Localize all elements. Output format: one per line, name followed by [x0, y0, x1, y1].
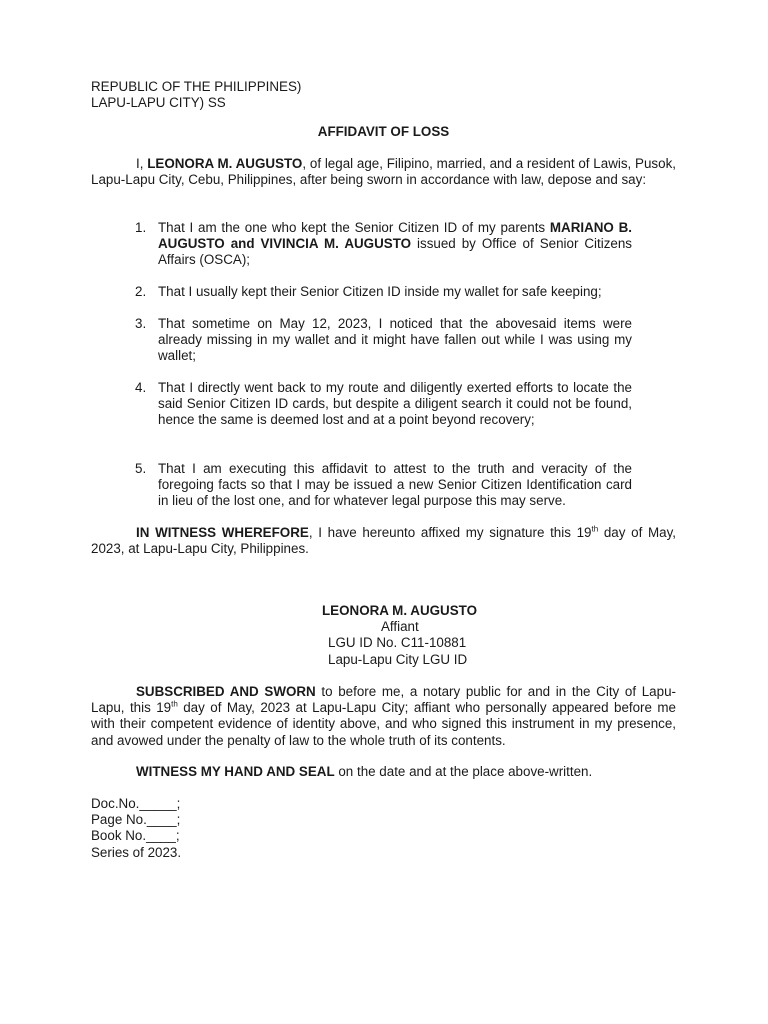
affiant-name: LEONORA M. AUGUSTO	[147, 156, 303, 171]
venue	[91, 79, 676, 111]
list-item: 2. That I usually kept their Senior Citizen ID inside my wallet for safe keeping;	[135, 284, 602, 299]
seal-paragraph: WITNESS MY HAND AND SEAL on the date and at the place above-written.	[136, 764, 593, 779]
jurat-paragraph: SUBSCRIBED AND SWORN to before me, a notary public for and in the City of Lapu-Lapu, this 19th day of May, 2023 at Lapu-Lapu City; affiant who personally appeared before me with their competent evidence of identity above, and who signed this instrument in my presence, and avowed under the penalty of law to the whole truth of its contents.	[91, 684, 677, 748]
venue-line-2: LAPU-LAPU CITY) SS	[91, 95, 226, 111]
document-title: AFFIDAVIT OF LOSS	[317, 124, 450, 139]
signatory-name: LEONORA M. AUGUSTO	[322, 603, 477, 618]
series-year: Series of 2023.	[91, 844, 182, 860]
list-item: 4. That I directly went back to my route and diligently exerted efforts to locate the said Senior Citizen ID cards, but despite a diligent search it could not be found, hence the same is deemed lost and at a point beyond recovery;	[135, 380, 632, 428]
notarial-register	[91, 796, 676, 861]
parents-names: MARIANO B. AUGUSTO and VIVINCIA M. AUGUSTO	[158, 220, 632, 252]
signatory-role: Affiant	[381, 619, 419, 635]
witness-paragraph: IN WITNESS WHEREFORE, I have hereunto affixed my signature this 19th day of May, 2023, at Lapu-Lapu City, Philippines.	[91, 524, 677, 557]
page-number: Page No.____;	[91, 812, 181, 828]
signature-block	[310, 603, 490, 668]
venue-line-1: REPUBLIC OF THE PHILIPPINES)	[91, 79, 302, 94]
list-item: 1. That I am the one who kept the Senior Citizen ID of my parents MARIANO B. AUGUSTO and VIVINCIA M. AUGUSTO issued by Office of Senior Citizens Affairs (OSCA);	[135, 220, 633, 268]
list-item: 5. That I am executing this affidavit to attest to the truth and veracity of the foregoing facts so that I may be issued a new Senior Citizen Identification card in lieu of the lost one, and for whatever legal purpose this may serve.	[135, 461, 632, 509]
book-number: Book No.____;	[91, 828, 180, 844]
signatory-id-type: Lapu-Lapu City LGU ID	[328, 651, 468, 667]
signatory-id-number: LGU ID No. C11-10881	[328, 635, 467, 651]
intro-paragraph: I, LEONORA M. AUGUSTO, of legal age, Filipino, married, and a resident of Lawis, Pusok, Lapu-Lapu City, Cebu, Philippines, after being sworn in accordance with law, depose and say:	[91, 156, 676, 188]
doc-number: Doc.No._____;	[91, 796, 181, 811]
list-item: 3. That sometime on May 12, 2023, I noticed that the abovesaid items were already missing in my wallet and it might have fallen out while I was using my wallet;	[135, 316, 632, 364]
